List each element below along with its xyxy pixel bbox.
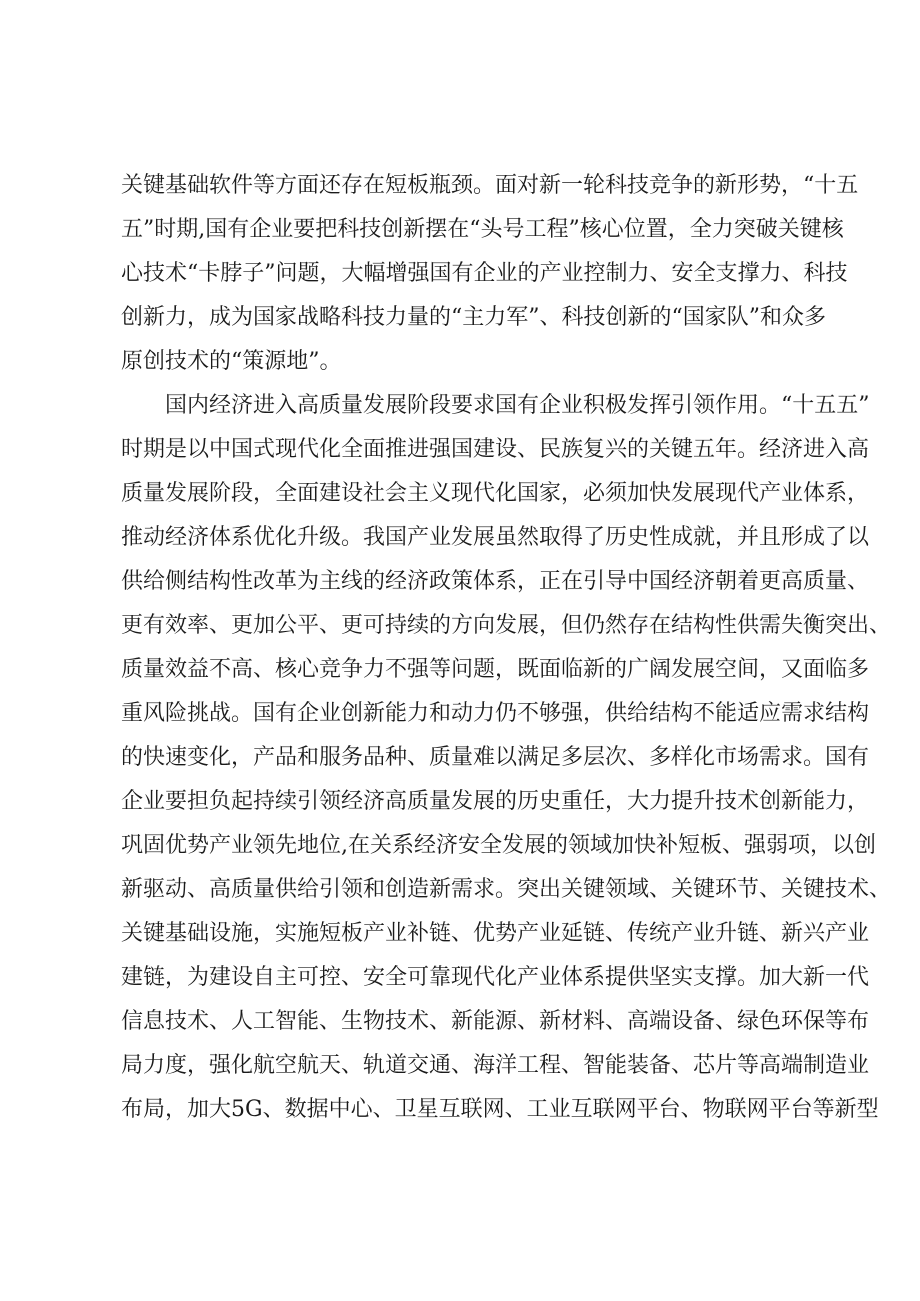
text-line: 原创技术的“策源地”。 — [121, 349, 342, 374]
text-line: 企业要担负起持续引领经济高质量发展的历史重任，大力提升技术创新能力， — [121, 789, 870, 814]
text-line: 心技术“卡脖子”问题，大幅增强国有企业的产业控制力、安全支撑力、科技 — [121, 261, 848, 286]
text-line: 重风险挑战。国有企业创新能力和动力仍不够强，供给结构不能适应需求结构 — [121, 701, 870, 726]
text-line: 五”时期,国有企业要把科技创新摆在“头号工程”核心位置，全力突破关键核 — [121, 217, 844, 242]
text-line: 时期是以中国式现代化全面推进强国建设、民族复兴的关键五年。经济进入高 — [121, 437, 870, 462]
text-line: 布局，加大5G、数据中心、卫星互联网、工业互联网平台、物联网平台等新型 — [121, 1097, 879, 1122]
text-line: 信息技术、人工智能、生物技术、新能源、新材料、高端设备、绿色环保等布 — [121, 1009, 870, 1034]
text-line: 的快速变化，产品和服务品种、质量难以满足多层次、多样化市场需求。国有 — [121, 745, 870, 770]
text-line: 关键基础设施，实施短板产业补链、优势产业延链、传统产业升链、新兴产业 — [121, 921, 870, 946]
text-line: 推动经济体系优化升级。我国产业发展虽然取得了历史性成就，并且形成了以 — [121, 525, 870, 550]
text-line: 质量发展阶段，全面建设社会主义现代化国家，必须加快发展现代产业体系， — [121, 481, 870, 506]
paragraph-first-line: 国内经济进入高质量发展阶段要求国有企业积极发挥引领作用。“十五五” — [165, 393, 870, 418]
text-line: 巩固优势产业领先地位,在关系经济安全发展的领域加快补短板、强弱项，以创 — [121, 833, 876, 858]
text-line: 质量效益不高、核心竞争力不强等问题，既面临新的广阔发展空间，又面临多 — [121, 657, 870, 682]
text-line: 关键基础软件等方面还存在短板瓶颈。面对新一轮科技竞争的新形势，“十五 — [121, 173, 859, 198]
text-line: 创新力，成为国家战略科技力量的“主力军”、科技创新的“国家队”和众多 — [121, 305, 826, 330]
text-line: 建链，为建设自主可控、安全可靠现代化产业体系提供坚实支撑。加大新一代 — [121, 965, 870, 990]
text-line: 局力度，强化航空航天、轨道交通、海洋工程、智能装备、芯片等高端制造业 — [121, 1053, 870, 1078]
text-line: 供给侧结构性改革为主线的经济政策体系，正在引导中国经济朝着更高质量、 — [121, 569, 870, 594]
text-line: 更有效率、更加公平、更可持续的方向发展，但仍然存在结构性供需失衡突出、 — [121, 613, 892, 638]
text-line: 新驱动、高质量供给引领和创造新需求。突出关键领域、关键环节、关键技术、 — [121, 877, 892, 902]
